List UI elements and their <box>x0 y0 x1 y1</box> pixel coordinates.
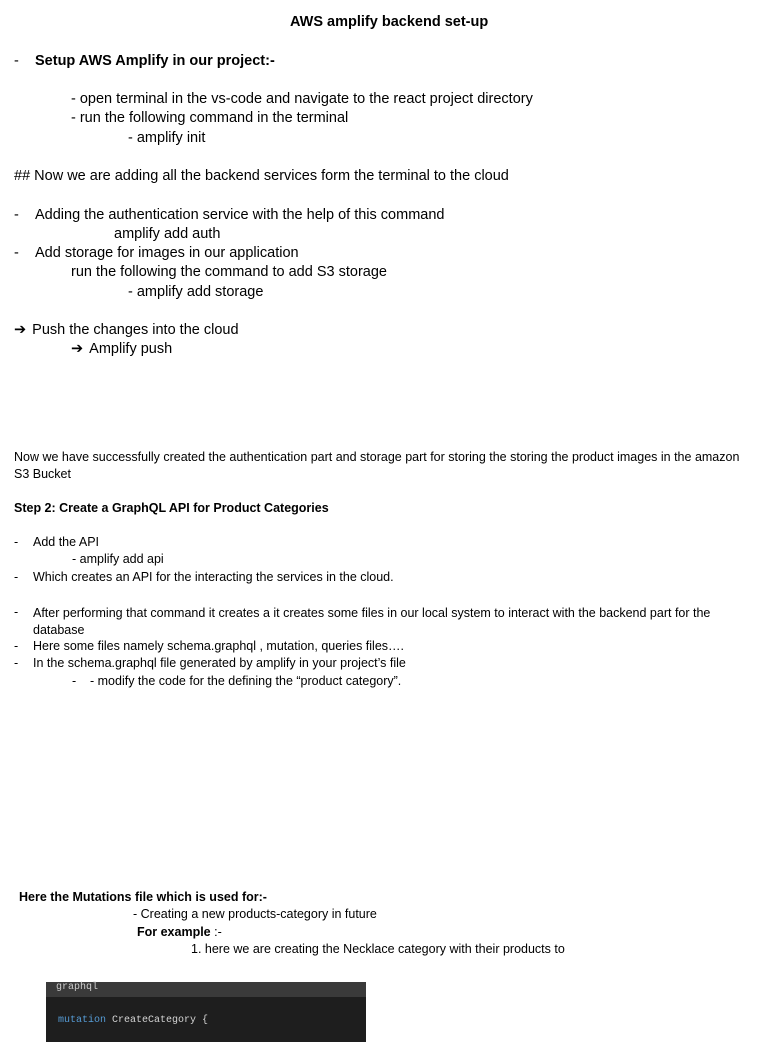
code-line <box>58 1015 208 1027</box>
page-title: AWS amplify backend set-up <box>290 14 489 30</box>
step2-item-schema-file: In the schema.graphql file generated by amplify in your project’s file <box>33 656 406 670</box>
code-snippet <box>46 982 366 1042</box>
step2-item-files-list: Here some files namely schema.graphql , mutation, queries files…. <box>33 639 404 653</box>
setup-command-amplify-init: - amplify init <box>128 130 206 146</box>
step2-heading: Step 2: Create a GraphQL API for Product Categories <box>14 501 329 515</box>
setup-heading: Setup AWS Amplify in our project:- <box>35 53 275 69</box>
example-label: For example <box>137 925 211 939</box>
auth-command: amplify add auth <box>114 226 221 242</box>
setup-line-run-command: - run the following command in the terminal <box>71 110 349 126</box>
code-language-label: graphql <box>46 982 366 997</box>
mutations-heading: Here the Mutations file which is used for:- <box>19 890 267 904</box>
push-text: Push the changes into the cloud <box>32 322 239 338</box>
code-keyword: mutation <box>58 1015 107 1026</box>
summary-paragraph: Now we have successfully created the authentication part and storage part for storing the storing the product images in the amazon S3 Bucket <box>14 450 740 481</box>
arrow-right-icon: ➔ <box>71 341 84 357</box>
note-line: ## Now we are adding all the backend services form the terminal to the cloud <box>14 168 509 184</box>
bullet: - <box>14 53 19 69</box>
mutations-line1: - Creating a new products-category in future <box>133 907 377 921</box>
bullet: - <box>72 674 77 688</box>
code-rest: CreateCategory { <box>106 1015 209 1026</box>
storage-text: Add storage for images in our application <box>35 245 299 261</box>
storage-line2: run the following the command to add S3 storage <box>71 264 387 280</box>
push-line <box>14 322 239 339</box>
bullet: - <box>14 605 19 619</box>
step2-item-files-created: After performing that command it creates a it creates some files in our local system to interact with the backend part for the database <box>33 606 711 637</box>
step2-item-modify-code: - modify the code for the defining the “product category”. <box>90 674 402 688</box>
bullet: - <box>14 207 19 223</box>
bullet: - <box>14 639 19 653</box>
bullet: - <box>14 245 19 261</box>
step2-item-command: - amplify add api <box>72 552 164 566</box>
bullet: - <box>14 656 19 670</box>
mutations-example-line <box>137 925 222 940</box>
arrow-right-icon: ➔ <box>14 322 27 338</box>
bullet: - <box>14 535 19 549</box>
setup-line-open-terminal: - open terminal in the vs-code and navigate to the react project directory <box>71 91 533 107</box>
step2-item-add-api: Add the API <box>33 535 100 549</box>
bullet: - <box>14 570 19 584</box>
mutations-line3: 1. here we are creating the Necklace category with their products to <box>191 942 565 956</box>
push-command: Amplify push <box>89 341 173 357</box>
step2-item-creates-api: Which creates an API for the interacting the services in the cloud. <box>33 570 394 584</box>
push-command-line <box>71 341 172 358</box>
example-suffix: :- <box>210 925 222 939</box>
storage-command: - amplify add storage <box>128 284 264 300</box>
auth-text: Adding the authentication service with the help of this command <box>35 207 445 223</box>
